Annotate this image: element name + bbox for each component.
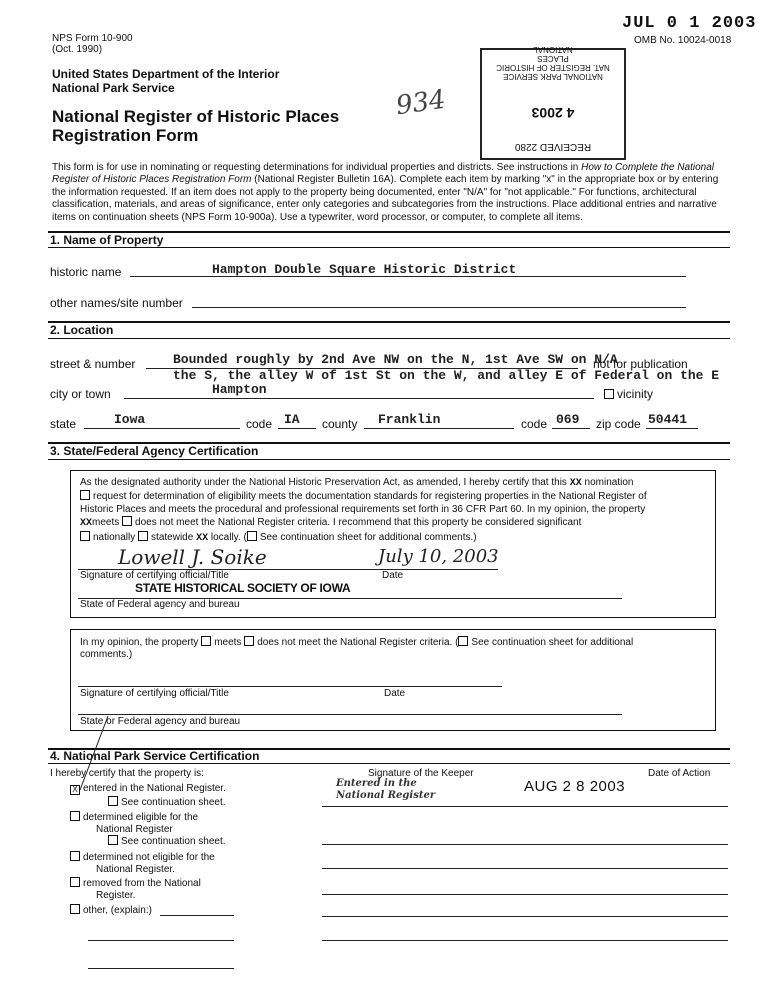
county-value: Franklin: [378, 412, 441, 427]
removed-checkbox[interactable]: [70, 877, 80, 887]
locally-mark: XX: [196, 532, 209, 544]
certification-text: As the designated authority under the National Historic Preservation Act, as amended, I hereby certify that this XX nomination request for determination of eligibility meets the documentation standards for registering properties in the National Register of Historic Places and meets the procedural and professional requirements set forth in 36 CFR Part 60. In my opinion, the property XXmeets does not meet the National Register criteria. I recommend that this property be considered significant nationally statewide XX locally. ( See continuation sheet for additional comments.): [80, 477, 647, 544]
state-code-label: code: [246, 417, 273, 431]
intro-paragraph: This form is for use in nominating or requesting determinations for individual properties and districts. See instructions in How to Complete the National Register of Historic Places Registration Form (National Register Bulletin 16A). Complete each item by marking "x" in the appropriate box or by entering the information requested. If an item does not apply to the property being documented, enter "N/A" for "not applicable." For functions, architectural classification, materials, and areas of significance, enter only categories and subcategories from the instructions. Place additional entries and narrative items on continuation sheets (NPS Form 10-900a). Use a typewriter, word processor, or computer, to complete all items.: [52, 162, 719, 223]
keeper-line-6: [322, 940, 728, 941]
street-value-line2: the S, the alley W of 1st St on the W, and alley E of Federal on the E: [173, 368, 720, 383]
county-code-value: 069: [556, 412, 580, 427]
date-action-label: Date of Action: [648, 768, 711, 779]
keeper-line-4: [322, 894, 728, 895]
department: United States Department of the Interior: [52, 67, 280, 81]
removed-option[interactable]: removed from the National Register.: [70, 877, 201, 902]
not-eligible-checkbox[interactable]: [70, 851, 80, 861]
not-for-publication: not for publication: [593, 357, 688, 371]
other-explain-line-1[interactable]: [160, 915, 234, 916]
see-cont1-option[interactable]: See continuation sheet.: [108, 796, 226, 808]
state-code-value: IA: [284, 412, 300, 427]
keeper-line-1: [322, 806, 728, 807]
stamp-date-top: JUL 0 1 2003: [622, 14, 757, 33]
handwritten-ref: 934: [394, 84, 448, 122]
section2-heading: 2. Location: [50, 323, 114, 337]
state-label: state: [50, 417, 77, 431]
stamp-date: 4 2003: [531, 105, 575, 121]
nomination-mark: XX: [569, 478, 582, 489]
other-option[interactable]: other, (explain:): [70, 904, 152, 916]
city-value: Hampton: [212, 382, 267, 397]
street-label: street & number: [50, 357, 136, 371]
eligible-checkbox[interactable]: [70, 811, 80, 821]
other-explain-line-2[interactable]: [88, 940, 234, 941]
entered-checkbox[interactable]: X: [70, 785, 80, 795]
agency2-label: State or Federal agency and bureau: [80, 716, 241, 727]
title-line2: Registration Form: [52, 126, 199, 145]
vicinity: vicinity: [604, 387, 653, 401]
not-eligible-option[interactable]: determined not eligible for the National Register.: [70, 851, 215, 876]
stamp-line2: NAT. REGISTER OF HISTORIC PLACES: [496, 54, 610, 72]
date2-label: Date: [384, 688, 406, 699]
keeper-line-2: [322, 844, 728, 845]
city-label: city or town: [50, 387, 111, 401]
certifying-date: July 10, 2003: [378, 546, 499, 567]
other-names-label: other names/site number: [50, 296, 183, 310]
section4-heading: 4. National Park Service Certification: [50, 749, 260, 763]
certifying-date-label: Date: [382, 570, 404, 581]
certifying-signature: Lowell J. Soike: [118, 545, 267, 569]
agency-value: STATE HISTORICAL SOCIETY OF IOWA: [135, 581, 351, 595]
see-cont1-checkbox[interactable]: [108, 796, 118, 806]
meets-mark: XX: [80, 518, 93, 530]
omb-number: OMB No. 10024-0018: [634, 35, 732, 46]
sig2-label: Signature of certifying official/Title: [80, 688, 229, 699]
historic-name-label: historic name: [50, 265, 122, 279]
service: National Park Service: [52, 81, 175, 95]
other-checkbox[interactable]: [70, 904, 80, 914]
section1-heading: 1. Name of Property: [50, 233, 164, 247]
certify-text: I hereby certify that the property is:: [50, 768, 204, 779]
action-date: AUG 2 8 2003: [524, 778, 626, 795]
agency-label: State of Federal agency and bureau: [80, 599, 240, 610]
keeper-label: Signature of the Keeper: [368, 768, 474, 779]
other-explain-line-3[interactable]: [88, 968, 234, 969]
stamp-received: RECEIVED 2280: [514, 141, 592, 152]
stamp-line3: NATIONAL PARK SERVICE: [503, 72, 603, 81]
section3-heading: 3. State/Federal Agency Certification: [50, 444, 259, 458]
stamp-line1: NATIONAL: [533, 45, 573, 54]
see-cont2-checkbox[interactable]: [108, 835, 118, 845]
certifying-signature-label: Signature of certifying official/Title: [80, 570, 229, 581]
historic-name-value: Hampton Double Square Historic District: [212, 262, 517, 277]
form-date: (Oct. 1990): [52, 44, 103, 55]
keeper-line-5: [322, 916, 728, 917]
zip-label: zip code: [596, 417, 641, 431]
county-label: county: [322, 417, 358, 431]
eligible-option[interactable]: determined eligible for the National Register: [70, 811, 198, 836]
zip-value: 50441: [648, 412, 688, 427]
keeper-line-3: [322, 868, 728, 869]
street-value-line1: Bounded roughly by 2nd Ave NW on the N, 1st Ave SW on N/A: [173, 352, 618, 367]
title-line1: National Register of Historic Places: [52, 107, 340, 126]
county-code-label: code: [521, 417, 548, 431]
form-number: NPS Form 10-900: [52, 33, 133, 44]
state-value: Iowa: [114, 412, 146, 427]
entered-option[interactable]: X entered in the National Register.: [70, 783, 226, 795]
opinion-text: In my opinion, the property meets does not meet the National Register criteria. ( See continuation sheet for additional comments.): [80, 637, 634, 661]
see-cont2-option[interactable]: See continuation sheet.: [108, 835, 226, 847]
entered-stamp: Entered in the National Register: [336, 778, 436, 801]
